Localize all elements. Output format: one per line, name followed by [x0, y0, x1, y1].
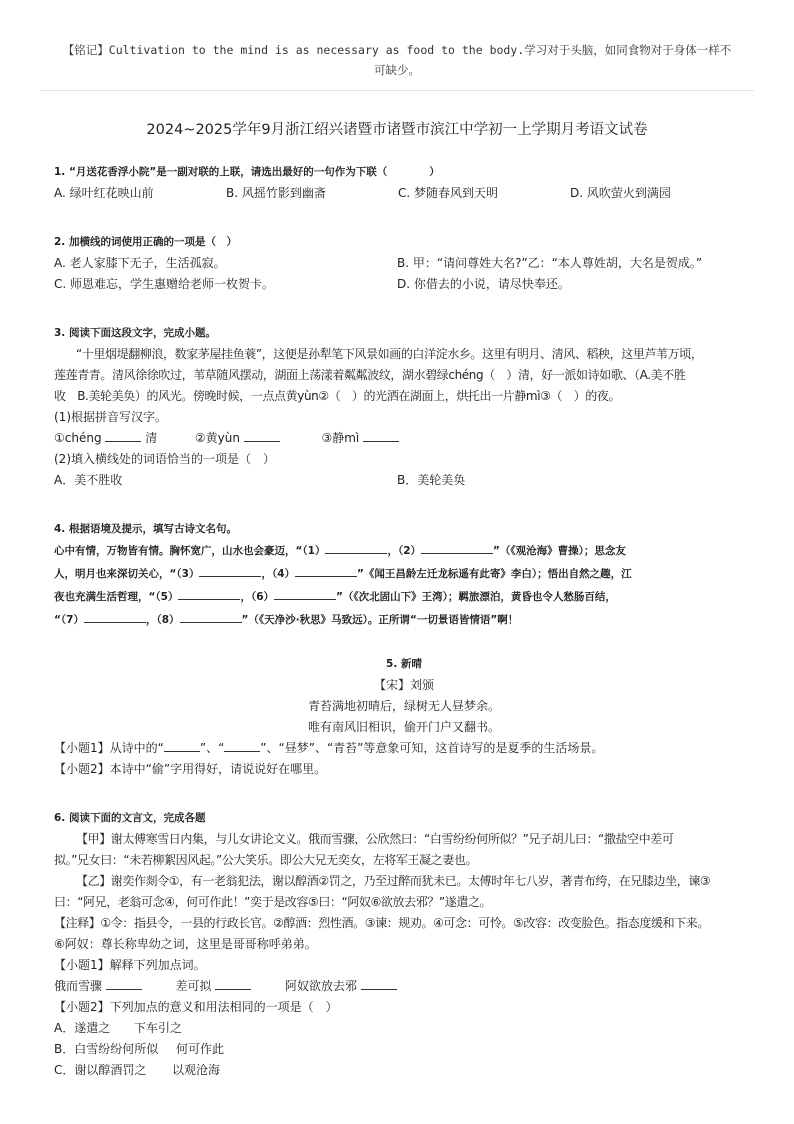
option-d[interactable]: D. 风吹萤火到满园 [570, 186, 671, 200]
option-c[interactable]: C．谢以醇酒罚之 以观沧海 [54, 1063, 221, 1077]
passage-jia-line-1: 【甲】谢太傅寒雪日内集，与儿女讲论文义。俄而雪骤，公欣然曰：“白雪纷纷何所似？”兄子胡儿曰：“撒盐空中差可 [76, 832, 674, 846]
fill-blank-1[interactable] [106, 977, 142, 990]
question-4 [54, 519, 754, 632]
question-1-stem: 1. “月送花香浮小院”是一副对联的上联，请选出最好的一句作为下联（ ） [54, 166, 440, 178]
explain-item-1: 俄而雪骤 [54, 979, 103, 993]
fill-blank-6[interactable] [274, 587, 336, 600]
passage-jia-line-2: 拟。”兄女曰：“未若柳絮因风起。”公大笑乐。即公大兄无奕女，左将军王凝之妻也。 [54, 853, 478, 867]
option-a[interactable]: A．美不胜收 [54, 473, 123, 487]
option-c[interactable]: C. 师恩难忘，学生惠赠给老师一枚贺卡。 [54, 277, 275, 291]
motto-line-2: 可缺少。 [374, 63, 420, 77]
question-4-stem: 4. 根据语境及提示，填写古诗文名句。 [54, 523, 237, 535]
poem-author: 【宋】刘颁 [373, 678, 434, 692]
fill-blank-2[interactable] [224, 739, 260, 752]
question-1 [54, 162, 754, 204]
fill-blank-4[interactable] [295, 564, 357, 577]
explain-row [54, 976, 754, 997]
poem-fill-line-3: 夜也充满生活哲理，“（5） ，（6） ”（《次北固山下》王湾）；羁旅漂泊，黄昏也令人愁肠百结， [54, 586, 754, 609]
poem-line-2: 唯有南风旧相识，偷开门户又翻书。 [307, 720, 500, 734]
fill-blank-2[interactable] [244, 429, 280, 442]
option-c[interactable]: C. 梦随春风到天明 [398, 186, 499, 200]
question-3-options [54, 470, 754, 491]
motto-line-1: 【铭记】Cultivation to the mind is as necessary as food to the body.学习对于头脑，如同食物对于身体一样不 [62, 43, 732, 57]
fill-blank-7[interactable] [84, 610, 146, 623]
fill-label-1-suffix: 清 [145, 431, 158, 445]
passage-yi-line-2: 曰：“阿兄，老翁可念④，何可作此！”奕于是改容⑤曰：“阿奴⑥欲放去邪？”遂遣之。 [54, 895, 492, 909]
header-divider [40, 90, 754, 91]
poem-fill-line-2: 人，明月也来深切关心，“（3） ，（4） ”《闻王昌龄左迁龙标遥有此寄》李白）；悟出自然之趣，江 [54, 563, 754, 586]
fill-blank-1[interactable] [164, 739, 200, 752]
fill-blank-8[interactable] [180, 610, 242, 623]
question-3 [54, 323, 754, 491]
option-b[interactable]: B. 甲：“请问尊姓大名?”乙：“本人尊姓胡，大名是贺成。” [397, 256, 703, 270]
question-6-stem: 6. 阅读下面的文言文，完成各题 [54, 812, 206, 824]
passage-yi-line-1: 【乙】谢奕作剡令①，有一老翁犯法，谢以醇酒②罚之，乃至过醉而犹未已。太傅时年七八岁，著青布绔，在兄膝边坐，谏③ [76, 874, 711, 888]
question-6-sub-1: 【小题1】解释下列加点词。 [54, 958, 206, 972]
fill-label-3: ③静mì [321, 431, 360, 445]
motto-header [30, 40, 764, 80]
fill-blank-2[interactable] [421, 541, 493, 554]
option-a[interactable]: A. 绿叶红花映山前 [54, 186, 154, 200]
option-a[interactable]: A．遂遣之 下车引之 [54, 1021, 183, 1035]
question-6-sub-2: 【小题2】下列加点的意义和用法相同的一项是（ ） [54, 1000, 338, 1014]
notes-line-1: 【注释】①令：指县令，一县的行政长官。②醇酒：烈性酒。③谏：规劝。④可念：可怜。⑤改容：改变脸色。指态度缓和下来。 [54, 916, 709, 930]
poem-title: 5. 新晴 [386, 658, 422, 670]
fill-label-1: ①chéng [54, 431, 102, 445]
question-2-stem: 2. 加横线的词使用正确的一项是（ ） [54, 236, 237, 248]
question-2-options-row-2 [54, 274, 754, 295]
fill-blank-1[interactable] [105, 429, 141, 442]
question-2-options-row-1 [54, 253, 754, 274]
pinyin-fill-row [54, 428, 754, 449]
explain-item-3: 阿奴欲放去邪 [285, 979, 358, 993]
fill-blank-5[interactable] [178, 587, 240, 600]
explain-item-2: 差可拟 [175, 979, 212, 993]
question-3-stem: 3. 阅读下面这段文字，完成小题。 [54, 327, 216, 339]
passage-line-1: “十里烟堤翻柳浪，数家茅屋挂鱼蓑”，这便是孙犁笔下风景如画的白洋淀水乡。这里有明月、清风、稻秧，这里芦苇万顷， [76, 347, 703, 361]
option-b[interactable]: B．美轮美奂 [397, 473, 466, 487]
question-3-sub-1: (1)根据拼音写汉字。 [54, 410, 167, 424]
question-1-options [54, 183, 754, 204]
poem-fill-line-4: “（7） ，（8） ”（《天净沙·秋思》马致远）。正所谓“一切景语皆情语”啊！ [54, 609, 754, 632]
poem-line-1: 青苔满地初晴后，绿树无人昼梦余。 [307, 699, 500, 713]
passage-line-2: 莲莲青青。清风徐徐吹过，苇草随风摆动，湖面上荡漾着粼粼波纹，湖水碧绿chéng（ ）清，好一派如诗如歌、（A.美不胜 [54, 368, 686, 382]
question-2 [54, 232, 754, 295]
fill-label-2: ②黄yùn [194, 431, 240, 445]
option-a[interactable]: A. 老人家膝下无子，生活孤寂。 [54, 256, 226, 270]
fill-blank-3[interactable] [199, 564, 261, 577]
poem-fill-line-1: 心中有情，万物皆有情。胸怀宽广，山水也会豪迈，“（1） ，（2） ”（《观沧海》曹操）；思念友 [54, 540, 754, 563]
exam-title: 2024~2025学年9月浙江绍兴诸暨市诸暨市滨江中学初一上学期月考语文试卷 [146, 122, 648, 138]
option-d[interactable]: D. 你借去的小说，请尽快奉还。 [397, 277, 570, 291]
notes-line-2: ⑥阿奴：尊长称卑幼之词，这里是哥哥称呼弟弟。 [54, 937, 317, 951]
question-3-sub-2: (2)填入横线处的词语恰当的一项是（ ） [54, 452, 275, 466]
fill-blank-3[interactable] [361, 977, 397, 990]
question-5-sub-2: 【小题2】本诗中“偷”字用得好，请说说好在哪里。 [54, 762, 327, 776]
question-6 [54, 808, 754, 1081]
question-5-sub-1: 【小题1】从诗中的“ ”、“ ”、“昼梦”、“青苔”等意象可知，这首诗写的是夏季的生活场景。 [54, 741, 604, 755]
question-5 [54, 654, 754, 780]
fill-blank-2[interactable] [215, 977, 251, 990]
option-b[interactable]: B．白雪纷纷何所似 何可作此 [54, 1042, 225, 1056]
fill-blank-3[interactable] [363, 429, 399, 442]
fill-blank-1[interactable] [325, 541, 387, 554]
passage-line-3: 收 B.美轮美奂）的风光。傍晚时候，一点点黄yùn②（ ）的光洒在湖面上，烘托出一片静mì③（ ）的夜。 [54, 389, 621, 403]
option-b[interactable]: B. 风摇竹影到幽斋 [226, 186, 326, 200]
